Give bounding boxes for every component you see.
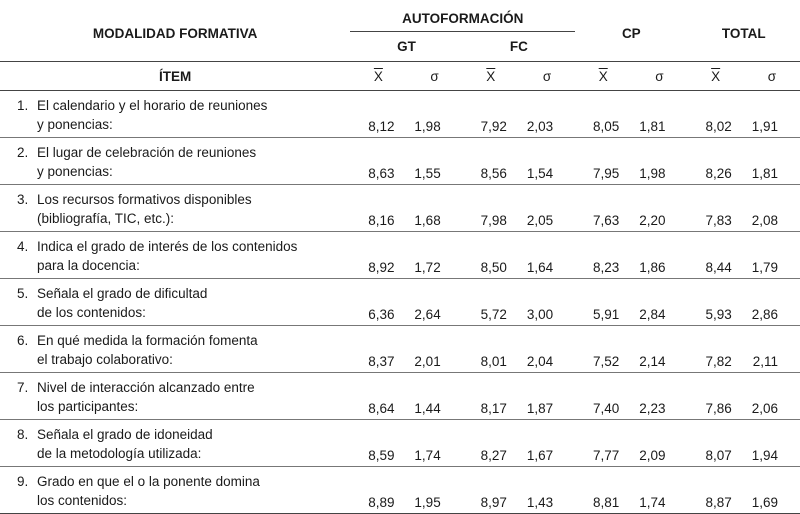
- item-number: 8.: [17, 427, 29, 442]
- sd-value: 1,95: [407, 467, 463, 514]
- mean-value: 8,17: [463, 373, 519, 420]
- mean-value: 8,50: [463, 232, 519, 279]
- item-text-line1: Indica el grado de interés de los contenidos: [37, 239, 298, 254]
- item-number: 9.: [17, 474, 29, 489]
- sd-value: 2,06: [744, 373, 800, 420]
- item-text-line1: El lugar de celebración de reuniones: [37, 145, 257, 160]
- item-cell: [0, 138, 350, 185]
- sd-value: 1,74: [631, 467, 687, 514]
- sd-symbol: σ: [542, 68, 552, 84]
- mean-value: 7,52: [575, 326, 631, 373]
- sd-value: 1,74: [407, 420, 463, 467]
- sd-symbol: σ: [430, 68, 439, 84]
- table-row: [0, 467, 800, 514]
- sd-value: 1,44: [407, 373, 463, 420]
- header-gt: GT: [397, 39, 416, 54]
- sd-value: 1,81: [631, 91, 687, 138]
- mean-value: 8,56: [463, 138, 519, 185]
- sd-value: 1,98: [631, 138, 687, 185]
- sd-value: 1,86: [631, 232, 687, 279]
- item-text-line1: Nivel de interacción alcanzado entre: [37, 380, 255, 395]
- header-autoformacion: AUTOFORMACIÓN: [350, 5, 575, 32]
- mean-value: 5,91: [575, 279, 631, 326]
- results-table: [0, 5, 800, 514]
- sd-value: 2,14: [631, 326, 687, 373]
- item-number: 4.: [17, 239, 29, 254]
- header-modalidad: MODALIDAD FORMATIVA: [92, 25, 258, 41]
- item-number: 3.: [17, 192, 29, 207]
- sd-value: 1,68: [407, 185, 463, 232]
- sd-value: 2,05: [519, 185, 575, 232]
- item-cell: [0, 185, 350, 232]
- mean-value: 8,02: [688, 91, 744, 138]
- sd-value: 2,04: [519, 326, 575, 373]
- mean-value: 8,23: [575, 232, 631, 279]
- sd-value: 2,64: [407, 279, 463, 326]
- item-cell: [0, 279, 350, 326]
- sd-value: 2,01: [407, 326, 463, 373]
- mean-value: 8,81: [575, 467, 631, 514]
- mean-value: 8,44: [688, 232, 744, 279]
- mean-value: 8,97: [463, 467, 519, 514]
- item-number: 7.: [17, 380, 29, 395]
- mean-value: 8,89: [350, 467, 406, 514]
- item-cell: [0, 91, 350, 138]
- header-cp: CP: [621, 25, 641, 41]
- mean-value: 7,83: [688, 185, 744, 232]
- sd-value: 1,64: [519, 232, 575, 279]
- mean-value: 8,07: [688, 420, 744, 467]
- mean-value: 8,64: [350, 373, 406, 420]
- sd-value: 2,11: [744, 326, 800, 373]
- mean-value: 7,82: [688, 326, 744, 373]
- sd-value: 2,23: [631, 373, 687, 420]
- item-text-line2: y ponencias:: [37, 164, 113, 179]
- item-text-line1: El calendario y el horario de reuniones: [37, 98, 268, 113]
- mean-value: 6,36: [350, 279, 406, 326]
- table-row: [0, 138, 800, 185]
- item-text-line1: Grado en que el o la ponente domina: [37, 474, 260, 489]
- table-row: [0, 373, 800, 420]
- mean-value: 8,12: [350, 91, 406, 138]
- mean-value: 8,26: [688, 138, 744, 185]
- mean-value: 8,59: [350, 420, 406, 467]
- sd-value: 2,09: [631, 420, 687, 467]
- mean-value: 7,92: [463, 91, 519, 138]
- sd-value: 1,91: [744, 91, 800, 138]
- header-total: TOTAL: [721, 25, 766, 41]
- mean-symbol: $\overline{X}$: [598, 68, 608, 84]
- table-row: [0, 279, 800, 326]
- sd-value: 1,72: [407, 232, 463, 279]
- table-row: [0, 326, 800, 373]
- sd-value: 2,86: [744, 279, 800, 326]
- item-text-line2: los participantes:: [37, 399, 139, 414]
- item-text-line1: Los recursos formativos disponibles: [37, 192, 252, 207]
- header-item: ÍTEM: [0, 62, 350, 91]
- item-number: 6.: [17, 333, 29, 348]
- item-number: 2.: [17, 145, 29, 160]
- mean-value: 8,01: [463, 326, 519, 373]
- item-number: 5.: [17, 286, 29, 301]
- item-cell: [0, 326, 350, 373]
- item-cell: [0, 467, 350, 514]
- mean-value: 7,40: [575, 373, 631, 420]
- table-row: [0, 185, 800, 232]
- sd-symbol: σ: [655, 68, 664, 84]
- sd-value: 2,03: [519, 91, 575, 138]
- sd-value: 1,67: [519, 420, 575, 467]
- table-row: [0, 91, 800, 138]
- sd-value: 1,79: [744, 232, 800, 279]
- mean-value: 8,27: [463, 420, 519, 467]
- sd-value: 3,00: [519, 279, 575, 326]
- item-text-line2: el trabajo colaborativo:: [37, 352, 173, 367]
- sd-value: 1,54: [519, 138, 575, 185]
- item-text-line2: de los contenidos:: [37, 305, 146, 320]
- table-row: [0, 420, 800, 467]
- mean-value: 8,37: [350, 326, 406, 373]
- mean-symbol: $\overline{X}$: [486, 68, 496, 84]
- mean-value: 8,05: [575, 91, 631, 138]
- sd-value: 2,08: [744, 185, 800, 232]
- item-text-line1: Señala el grado de dificultad: [37, 286, 208, 301]
- item-text-line1: Señala el grado de idoneidad: [37, 427, 213, 442]
- sd-value: 1,94: [744, 420, 800, 467]
- sd-value: 2,84: [631, 279, 687, 326]
- mean-value: 8,87: [688, 467, 744, 514]
- sd-value: 1,87: [519, 373, 575, 420]
- mean-symbol: $\overline{X}$: [711, 68, 721, 84]
- item-text-line1: En qué medida la formación fomenta: [37, 333, 258, 348]
- mean-value: 7,95: [575, 138, 631, 185]
- sd-value: 1,55: [407, 138, 463, 185]
- mean-value: 7,77: [575, 420, 631, 467]
- table-row: [0, 232, 800, 279]
- item-cell: [0, 232, 350, 279]
- mean-value: 7,86: [688, 373, 744, 420]
- mean-value: 5,72: [463, 279, 519, 326]
- item-cell: [0, 420, 350, 467]
- mean-value: 8,16: [350, 185, 406, 232]
- header-fc: FC: [509, 39, 528, 54]
- sd-value: 2,20: [631, 185, 687, 232]
- sd-symbol: σ: [767, 68, 777, 84]
- item-text-line2: de la metodología utilizada:: [37, 446, 202, 461]
- item-text-line2: (bibliografía, TIC, etc.):: [37, 211, 175, 226]
- mean-symbol: $\overline{X}$: [373, 68, 383, 84]
- mean-value: 8,63: [350, 138, 406, 185]
- item-number: 1.: [17, 98, 29, 113]
- mean-value: 7,63: [575, 185, 631, 232]
- sd-value: 1,81: [744, 138, 800, 185]
- mean-value: 8,92: [350, 232, 406, 279]
- item-text-line2: y ponencias:: [37, 117, 113, 132]
- mean-value: 7,98: [463, 185, 519, 232]
- sd-value: 1,43: [519, 467, 575, 514]
- item-text-line2: para la docencia:: [37, 258, 140, 273]
- item-cell: [0, 373, 350, 420]
- sd-value: 1,69: [744, 467, 800, 514]
- sd-value: 1,98: [407, 91, 463, 138]
- mean-value: 5,93: [688, 279, 744, 326]
- item-text-line2: los contenidos:: [37, 493, 128, 508]
